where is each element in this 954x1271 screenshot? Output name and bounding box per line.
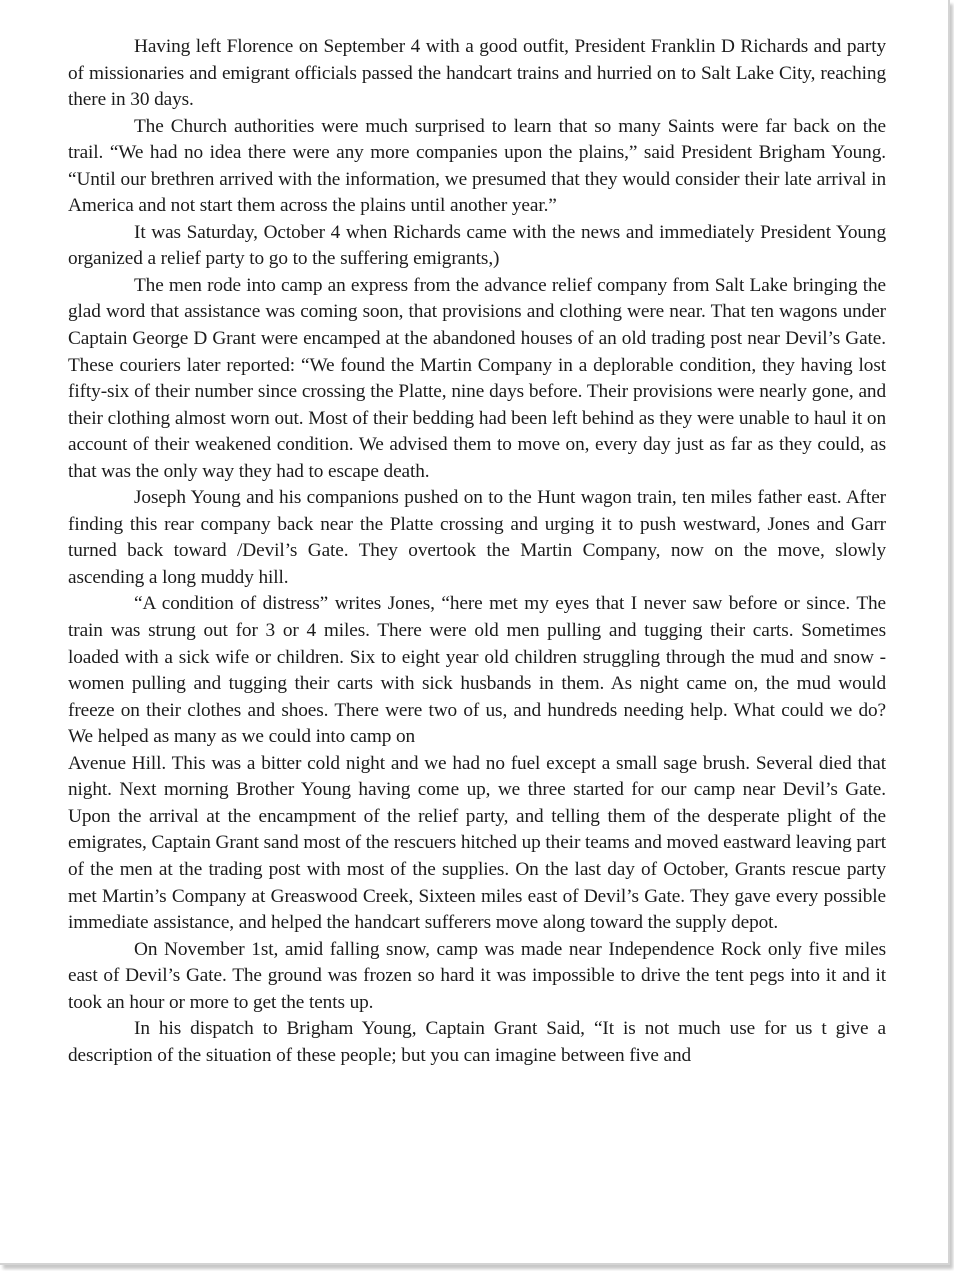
paragraph: It was Saturday, October 4 when Richards came with the news and immediately President Young organized a relief party to go to the suffering emigrants,) [68, 221, 886, 270]
paragraph: The Church authorities were much surprised to learn that so many Saints were far back on the trail. “We had no idea there were any more companies upon the plains,” said President Brigham Young. “Until our brethren arrived with the information, we presumed that they would consider their late arrival in America and not start them across the plains until another year.” [68, 115, 886, 217]
document-body [68, 34, 886, 1244]
paragraph: Having left Florence on September 4 with a good outfit, President Franklin D Richards and party of missionaries and emigrant officials passed the handcart trains and hurried on to Salt Lake City, reaching there in 30 days. [68, 36, 886, 111]
paragraph: Joseph Young and his companions pushed on to the Hunt wagon train, ten miles father east. After finding this rear company back near the Platte crossing and urging it to push westward, Jones and Garr turned back toward /Devil’s Gate. They overtook the Martin Company, now on the move, slowly ascending a long muddy hill. [68, 487, 886, 588]
paragraph: The men rode into camp an express from the advance relief company from Salt Lake bringing the glad word that assistance was coming soon, that provisions and clothing were near. That ten wagons under Captain George D Grant were encamped at the abandoned houses of an old trading post near Devil’s Gate. These couriers later reported: “We found the Martin Company in a deplorable condition, they having lost fifty-six of their number since crossing the Platte, nine days before. Their provisions were nearly gone, and their clothing almost worn out. Most of their bedding had been left behind as they were unable to haul it on account of their weakened condition. We advised them to move on, every day just as far as they could, as that was the only way they had to escape death. [68, 274, 886, 482]
paragraph: “A condition of distress” writes Jones, “here met my eyes that I never saw before or since. The train was strung out for 3 or 4 miles. There were old men pulling and tugging their carts. Sometimes loaded with a sick wife or children. Six to eight year old children struggling through the mud and snow - women pulling and tugging their carts with sick husbands in them. As night came on, the mud would freeze on their clothes and shoes. There were two of us, and hundreds needing help. What could we do? We helped as many as we could into camp on [68, 593, 886, 748]
paragraph: In his dispatch to Brigham Young, Captain Grant Said, “It is not much use for us t give a description of the situation of these people; but you can imagine between five and [68, 1018, 886, 1066]
paragraph: On November 1st, amid falling snow, camp was made near Independence Rock only five miles east of Devil’s Gate. The ground was frozen so hard it was impossible to drive the tent pegs into it and it took an hour or more to get the tents up. [68, 938, 886, 1013]
paragraph: Avenue Hill. This was a bitter cold night and we had no fuel except a small sage brush. Several died that night. Next morning Brother Young having come up, we three started for our camp near Devil’s Gate. Upon the arrival at the encampment of the relief party, and telling them of the desperate plight of the emigrates, Captain Grant sand most of the rescuers hitched up their teams and moved eastward leaving part of the men at the trading post with most of the supplies. On the last day of October, Grants rescue party met Martin’s Company at Greaswood Creek, Sixteen miles east of Devil’s Gate. They gave every possible immediate assistance, and helped the handcart sufferers move along toward the supply depot. [68, 752, 886, 934]
